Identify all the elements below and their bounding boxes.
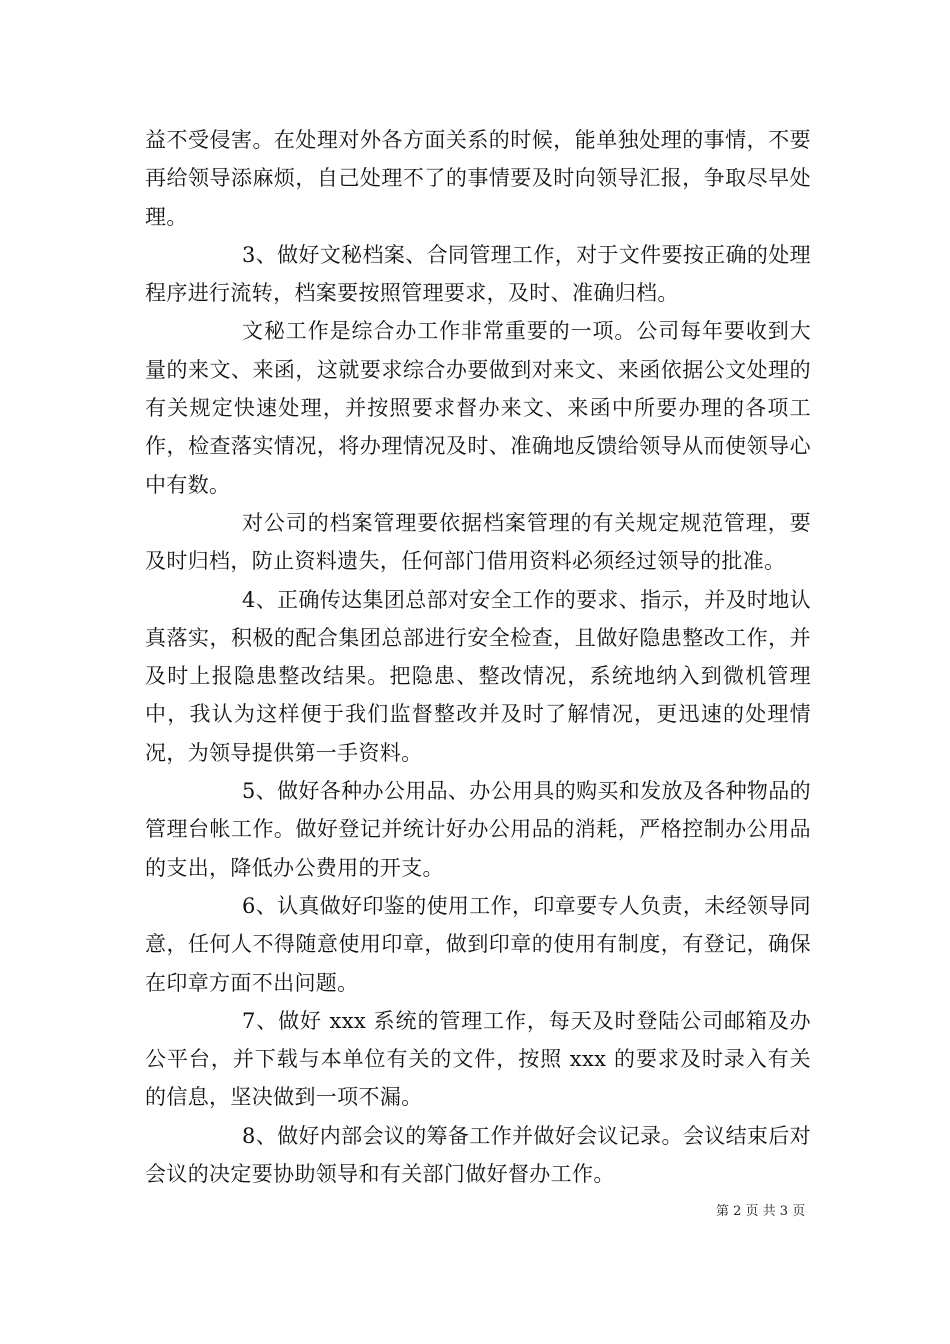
paragraph-archive-management: 对公司的档案管理要依据档案管理的有关规定规范管理，要及时归档，防止资料遗失，任何部门借用资料必须经过领导的批准。 <box>145 510 811 574</box>
paragraph-secretarial-work: 文秘工作是综合办工作非常重要的一项。公司每年要收到大量的来文、来函，这就要求综合办要做到对来文、来函依据公文处理的有关规定快速处理，并按照要求督办来文、来函中所要办理的各项工作，检查落实情况，将办理情况及时、准确地反馈给领导从而使领导心中有数。 <box>145 319 811 497</box>
paragraph-item-5: 5、做好各种办公用品、办公用具的购买和发放及各种物品的管理台帐工作。做好登记并统计好办公用品的消耗，严格控制办公用品的支出，降低办公费用的开支。 <box>145 779 811 880</box>
paragraph-item-7: 7、做好 xxx 系统的管理工作，每天及时登陆公司邮箱及办公平台，并下载与本单位有关的文件，按照 xxx 的要求及时录入有关的信息，坚决做到一项不漏。 <box>145 1008 811 1110</box>
paragraph-item-3: 3、做好文秘档案、合同管理工作，对于文件要按正确的处理程序进行流转，档案要按照管理要求，及时、准确归档。 <box>145 242 811 306</box>
paragraph-item-8: 8、做好内部会议的筹备工作并做好会议记录。会议结束后对会议的决定要协助领导和有关部门做好督办工作。 <box>145 1123 811 1187</box>
paragraph-continuation: 益不受侵害。在处理对外各方面关系的时候，能单独处理的事情，不要再给领导添麻烦，自己处理不了的事情要及时向领导汇报，争取尽早处理。 <box>145 128 811 229</box>
document-body <box>145 121 811 1193</box>
paragraph-item-4: 4、正确传达集团总部对安全工作的要求、指示，并及时地认真落实，积极的配合集团总部进行安全检查，且做好隐患整改工作，并及时上报隐患整改结果。把隐患、整改情况，系统地纳入到微机管理中，我认为这样便于我们监督整改并及时了解情况，更迅速的处理情况，为领导提供第一手资料。 <box>145 587 811 765</box>
page-number-footer: 第 2 页 共 3 页 <box>716 1204 806 1219</box>
paragraph-item-6: 6、认真做好印鉴的使用工作，印章要专人负责，未经领导同意，任何人不得随意使用印章，做到印章的使用有制度，有登记，确保在印章方面不出问题。 <box>145 893 811 995</box>
